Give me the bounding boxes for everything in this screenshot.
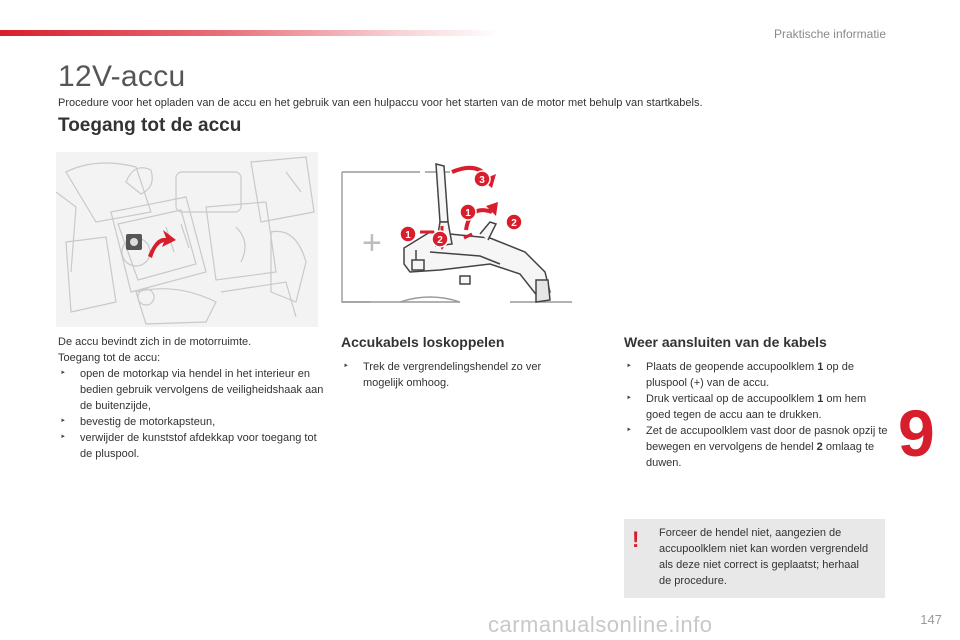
page-number: 147	[920, 612, 942, 627]
bullet-icon: ‣	[626, 393, 632, 404]
reconnect-heading: Weer aansluiten van de kabels	[624, 334, 827, 350]
chapter-number: 9	[898, 396, 935, 470]
page-title: 12V-accu	[58, 60, 186, 93]
watermark: carmanualsonline.info	[488, 612, 713, 637]
access-column	[58, 334, 328, 462]
access-location-text: De accu bevindt zich in de motorruimte.	[58, 336, 252, 348]
list-item: ‣ Druk verticaal op de accupoolklem 1 om hem goed tegen de accu aan te drukken.	[626, 393, 867, 421]
intro-text: Procedure voor het opladen van de accu en het gebruik van een hulpaccu voor het starten van de motor met behulp van startkabels.	[58, 97, 703, 109]
header-accent-bar	[0, 30, 500, 36]
bullet-icon: ‣	[343, 361, 349, 372]
list-item: ‣ Zet de accupoolklem vast door de pasnok opzij te bewegen en vervolgens de hendel 2 omlaag te duwen.	[626, 425, 888, 469]
bullet-icon: ‣	[60, 416, 66, 427]
access-steps-list	[58, 366, 328, 462]
bullet-icon: ‣	[60, 368, 66, 379]
reconnect-steps-list	[624, 359, 889, 471]
bullet-icon: ‣	[626, 361, 632, 372]
warning-text: Forceer de hendel niet, aangezien de accupoolklem niet kan worden vergrendeld als deze niet correct is geplaatst; herhaal de procedure.	[659, 527, 869, 587]
step-badge-2-right: 2	[511, 218, 517, 229]
list-item: ‣ bevestig de motorkapsteun,	[60, 416, 216, 428]
battery-clamp-illustration	[340, 152, 572, 327]
section-header: Praktische informatie	[773, 27, 886, 41]
step-badge-3: 3	[479, 175, 485, 186]
access-intro-text: Toegang tot de accu:	[58, 352, 161, 364]
warning-box	[624, 519, 885, 598]
reconnect-column	[624, 334, 889, 471]
step-badge-1-top: 1	[465, 208, 471, 219]
step-badge-1-left: 1	[405, 230, 411, 241]
disconnect-column	[341, 334, 576, 391]
list-item: ‣ open de motorkap via hendel in het interieur en bedien gebruik vervolgens de veiligheidshaak aan de buitenzijde,	[60, 368, 324, 412]
plus-terminal-sign: +	[362, 224, 382, 262]
access-heading: Toegang tot de accu	[58, 115, 242, 136]
bullet-icon: ‣	[60, 432, 66, 443]
list-item: ‣ Plaats de geopende accupoolklem 1 op de pluspool (+) van de accu.	[626, 361, 854, 389]
list-item: ‣ verwijder de kunststof afdekkap voor toegang tot de pluspool.	[60, 432, 317, 460]
warning-icon: !	[632, 527, 640, 552]
disconnect-heading: Accukabels loskoppelen	[341, 334, 505, 350]
step-badge-2-center: 2	[437, 235, 443, 246]
list-item: ‣ Trek de vergrendelingshendel zo ver mogelijk omhoog.	[343, 361, 542, 389]
bullet-icon: ‣	[626, 425, 632, 436]
disconnect-steps-list	[341, 359, 576, 391]
engine-bay-illustration	[56, 152, 318, 327]
